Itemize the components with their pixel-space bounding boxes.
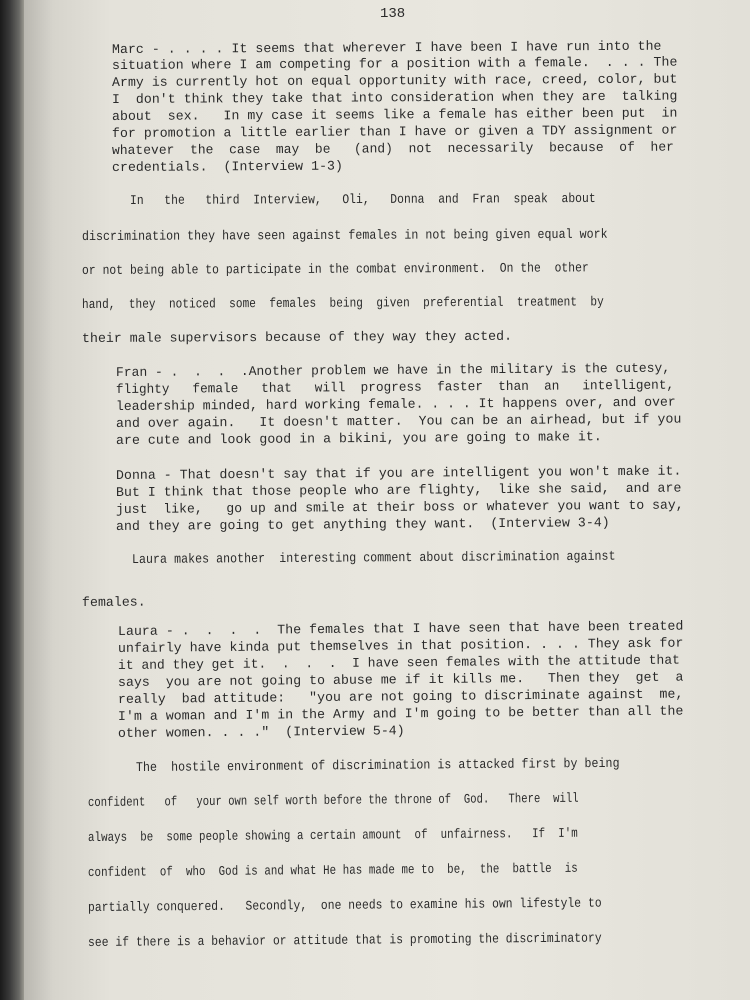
text-line: credentials. (Interview 1-3): [111, 158, 343, 175]
text-line: about sex. In my case it seems like a female has either been put in: [111, 105, 678, 124]
text-line: confident of who God is and what He has made me to be, the battle is: [87, 860, 578, 880]
text-line: flighty female that will progress faster than an intelligent,: [115, 377, 675, 397]
text-line: confident of your own self worth before the throne of God. There will: [87, 790, 579, 810]
text-line: Fran - . . . .Another problem we have in the military is the cutesy,: [115, 360, 671, 380]
text-line: discrimination they have seen against females in not being given equal work: [81, 226, 608, 244]
text-line: hand, they noticed some females being given preferential treatment by: [81, 294, 604, 312]
text-line: The hostile environment of discrimination is attacked first by being: [135, 755, 620, 775]
text-line: Army is currently hot on equal opportunity with race, creed, color, but: [111, 71, 678, 90]
text-line: Marc - . . . . It seems that wherever I have been I have run into the: [111, 38, 662, 57]
text-line: Laura makes another interesting comment about discrimination against: [131, 548, 616, 567]
text-line: unfairly have kinda put themselves in that position. . . . They ask for: [117, 635, 684, 656]
text-line: for promotion a little earlier than I have or given a TDY assignment or: [111, 122, 678, 141]
text-line: I don't think they take that into consideration when they are talking: [111, 88, 678, 107]
text-line: and they are going to get anything they want. (Interview 3-4): [115, 515, 610, 534]
page-number: 138: [380, 6, 406, 22]
text-line: just like, go up and smile at their boss or whatever you want to say,: [115, 497, 684, 517]
text-line: or not being able to participate in the combat environment. On the other: [81, 260, 589, 278]
text-line: other women. . . ." (Interview 5-4): [117, 723, 405, 741]
book-binding-shadow: [0, 0, 24, 1000]
text-line: are cute and look good in a bikini, you are going to make it.: [115, 429, 602, 448]
text-line: females.: [81, 594, 146, 610]
text-line: always be some people showing a certain amount of unfairness. If I'm: [87, 825, 578, 845]
text-line: Donna - That doesn't say that if you are intelligent you won't make it.: [115, 463, 682, 483]
text-line: whatever the case may be (and) not necessarily because of her: [111, 139, 674, 158]
text-line: partially conquered. Secondly, one needs to examine his own lifestyle to: [87, 895, 602, 915]
text-line: their male supervisors because of they way they acted.: [81, 328, 513, 346]
text-line: see if there is a behavior or attitude that is promoting the discriminatory: [87, 930, 602, 950]
text-line: leadership minded, hard working female. . . . It happens over, and over: [115, 394, 676, 414]
text-line: it and they get it. . . . I have seen females with the attitude that: [117, 652, 680, 673]
document-page: [24, 0, 750, 1000]
text-line: says you are not going to abuse me if it kills me. Then they get a: [117, 669, 684, 690]
text-line: But I think that those people who are flighty, like she said, and are: [115, 480, 682, 500]
text-line: situation where I am competing for a position with a female. . . . The: [111, 54, 678, 73]
text-line: and over again. It doesn't matter. You can be an airhead, but if you: [115, 411, 682, 431]
text-line: In the third Interview, Oli, Donna and Fran speak about: [129, 190, 596, 208]
text-line: I'm a woman and I'm in the Army and I'm going to be better than all the: [117, 703, 684, 724]
text-line: really bad attitude: "you are not going to discriminate against me,: [117, 686, 684, 707]
text-line: Laura - . . . . The females that I have seen that have been treated: [117, 618, 684, 639]
